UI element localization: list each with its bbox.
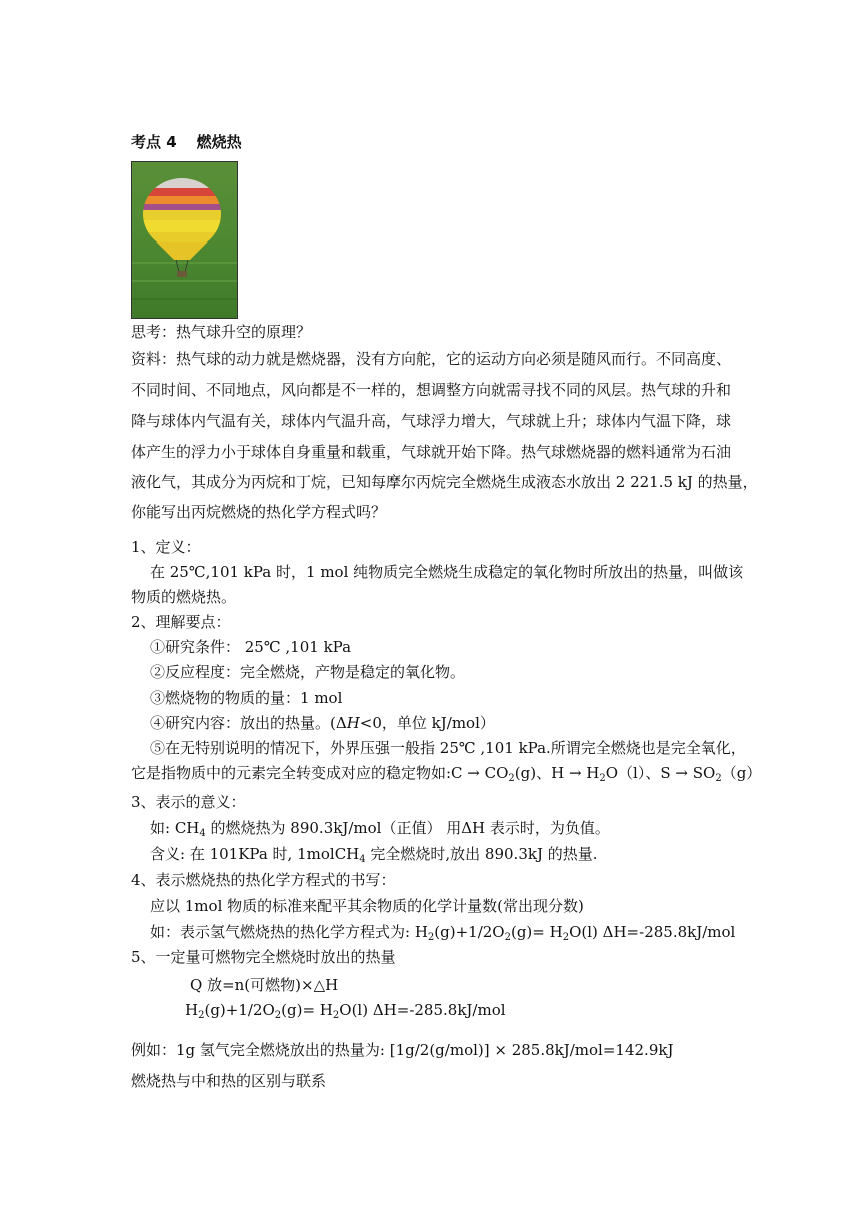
material-line-4: 体产生的浮力小于球体自身重量和载重，气球就开始下降。热气球燃烧器的燃料通常为石油 — [131, 443, 732, 461]
writing-rule: 应以 1mol 物质的标准来配平其余物质的化学计量数(常出现分数) — [150, 897, 584, 915]
material-line-1: 资料：热气球的动力就是燃烧器，没有方向舵，它的运动方向必须是随风而行。不同高度、 — [131, 350, 732, 368]
material-line-5: 液化气，其成分为丙烷和丁烷，已知每摩尔丙烷完全燃烧生成液态水放出 2 221.5 kJ 的热量， — [131, 473, 758, 491]
title-text: 燃烧热 — [196, 133, 242, 151]
section-2-heading: 2、理解要点： — [131, 613, 231, 631]
point-2: ②反应程度：完全燃烧，产物是稳定的氧化物。 — [150, 663, 466, 681]
material-line-6: 你能写出丙烷燃烧的热化学方程式吗？ — [131, 503, 387, 521]
meaning-explanation: 含义: 在 101KPa 时, 1molCH$_4$ 完全燃烧时,放出 890.3kJ 的热量. — [150, 845, 598, 865]
point-3: ③燃烧物的物质的量：1 mol — [150, 689, 343, 707]
point-5: ⑤在无特别说明的情况下，外界压强一般指 25℃ ,101 kPa.所谓完全燃烧也是完全氧化， — [150, 739, 746, 757]
section-1-heading: 1、定义： — [131, 538, 201, 556]
point-1: ①研究条件： 25℃ ,101 kPa — [150, 638, 352, 656]
definition-line-2: 物质的燃烧热。 — [131, 588, 237, 606]
section-4-heading: 4、表示燃烧热的热化学方程式的书写： — [131, 871, 396, 889]
point-5-continued: 它是指物质中的元素完全转变成对应的稳定物如:C → $CO_2(g)$、$H \to H_2O(l)$、$S \to SO_2(g)$ — [131, 764, 762, 784]
definition-line-1: 在 25℃,101 kPa 时，1 mol 纯物质完全燃烧生成稳定的氧化物时所放出的热量，叫做该 — [150, 563, 744, 581]
heat-formula: Q 放=n(可燃物)×△H — [190, 976, 339, 994]
hydrogen-equation: $H_2(g)+1/2O_2(g)= H_2O(l)$ ΔH=-285.8kJ/mol — [185, 1001, 506, 1021]
meaning-example: 如: $CH_4$ 的燃烧热为 890.3kJ/mol（正值） 用ΔH 表示时，为负值。 — [150, 819, 610, 839]
section-3-heading: 3、表示的意义： — [131, 793, 246, 811]
hot-air-balloon-photo — [131, 161, 238, 319]
writing-example: 如：表示氢气燃烧热的热化学方程式为: $H_2(g)+1/2O_2(g)= H_2O(l)$ ΔH=-285.8kJ/mol — [150, 923, 736, 943]
calculation-example: 例如：1g 氢气完全燃烧放出的热量为: [1g/2(g/mol)] × 285.8kJ/mol=142.9kJ — [131, 1041, 674, 1059]
title-number: 考点 4 — [131, 133, 177, 151]
section-title — [131, 131, 242, 152]
material-line-3: 降与球体内气温有关，球体内气温升高，气球浮力增大，气球就上升；球体内气温下降，球 — [131, 412, 732, 430]
material-line-2: 不同时间、不同地点，风向都是不一样的，想调整方向就需寻找不同的风层。热气球的升和 — [131, 381, 732, 399]
comparison-heading: 燃烧热与中和热的区别与联系 — [131, 1072, 327, 1090]
section-5-heading: 5、一定量可燃物完全燃烧时放出的热量 — [131, 948, 396, 966]
point-4: ④研究内容：放出的热量。(ΔH<0，单位 kJ/mol） — [150, 714, 495, 732]
think-question: 思考：热气球升空的原理？ — [131, 323, 312, 341]
